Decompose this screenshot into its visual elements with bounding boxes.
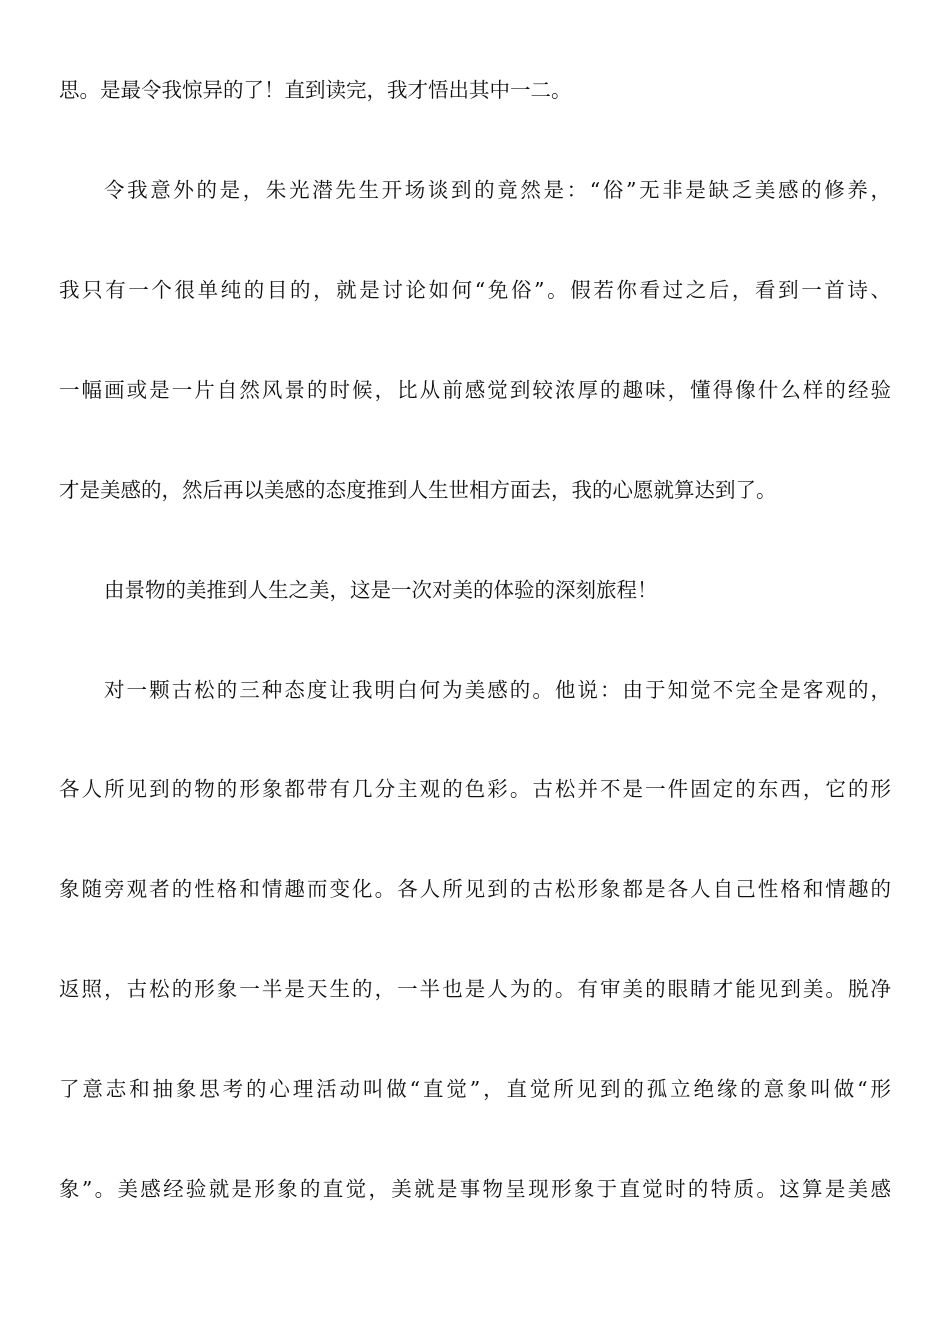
text-line-4: 一幅画或是一片自然风景的时候，比从前感觉到较浓厚的趣味，懂得像什么样的经验 (59, 378, 891, 402)
text-line-11: 了意志和抽象思考的心理活动叫做“直觉”，直觉所见到的孤立绝缘的意象叫做“形 (59, 1077, 891, 1101)
text-line-3: 我只有一个很单纯的目的，就是讨论如何“免俗”。假若你看过之后，看到一首诗、 (59, 278, 891, 302)
text-line-1: 思。是最令我惊异的了！直到读完，我才悟出其中一二。 (59, 78, 572, 102)
text-line-2: 令我意外的是，朱光潜先生开场谈到的竟然是：“俗”无非是缺乏美感的修养， (104, 178, 891, 202)
text-line-10: 返照，古松的形象一半是天生的，一半也是人为的。有审美的眼睛才能见到美。脱净 (59, 977, 891, 1001)
text-line-6: 由景物的美推到人生之美，这是一次对美的体验的深刻旅程！ (104, 578, 658, 602)
text-line-5: 才是美感的，然后再以美感的态度推到人生世相方面去，我的心愿就算达到了。 (59, 478, 777, 502)
text-line-9: 象随旁观者的性格和情趣而变化。各人所见到的古松形象都是各人自己性格和情趣的 (59, 877, 891, 901)
text-line-7: 对一颗古松的三种态度让我明白何为美感的。他说：由于知觉不完全是客观的， (104, 678, 891, 702)
text-line-8: 各人所见到的物的形象都带有几分主观的色彩。古松并不是一件固定的东西，它的形 (59, 777, 891, 801)
text-line-12: 象”。美感经验就是形象的直觉，美就是事物呈现形象于直觉时的特质。这算是美感 (59, 1177, 891, 1201)
